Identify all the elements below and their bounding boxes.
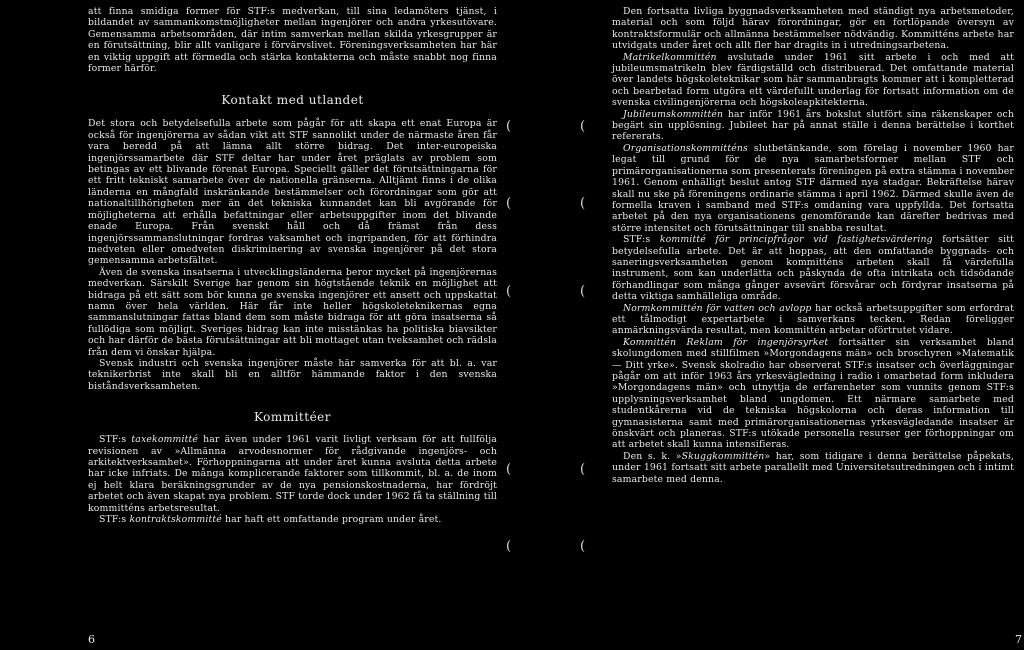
gutter-mark: ( bbox=[580, 462, 586, 477]
gutter-mark: ( bbox=[506, 462, 512, 477]
text-run: har inför 1961 års bokslut slutfört sina räkenskaper och begärt sin upplösning. Jubileet har på annat ställe i denna berättelse i korthet refererats. bbox=[612, 108, 1014, 143]
text-run: Den s. k. » bbox=[623, 450, 682, 462]
body-paragraph bbox=[88, 434, 497, 514]
body-paragraph bbox=[612, 337, 1014, 451]
gutter-mark: ( bbox=[580, 284, 586, 299]
text-run: STF:s bbox=[623, 234, 660, 246]
text-run: STF:s bbox=[99, 434, 132, 446]
page-number-right: 7 bbox=[1015, 633, 1022, 646]
left-column bbox=[88, 6, 497, 525]
body-paragraph: Svensk industri och svenska ingenjörer måste här samverka för att bl. a. var teknikerbrist inte skall bli en alltför hämmande faktor i den svenska biståndsverksamheten. bbox=[88, 357, 497, 392]
gutter-mark: ( bbox=[580, 539, 586, 554]
text-run: avslutade under 1961 sitt arbete i och med att jubileumsmatrikeln blev färdigställd och distribuerad. Det omfattande material över landets högskoleteknikar som här sammanbragts kommer att i kompletterad och bearbetad form utgöra ett värdefullt underlag för fortsatt information om de svenska civilingenjörerna och högskoleарkitekterna. bbox=[612, 51, 1014, 109]
intro-paragraph: att finna smidiga former för STF:s medverkan, till sina ledamöters tjänst, i bildandet av sammankomstmöjligheter mellan ingenjörer och andra yrkesutövare. Gemensamma arbetsområden, där intim samverkan mellan skilda yrkesgrupper är en förutsättning, blir allt vanligare i förvärvslivet. Föreningsverksamheten har här en viktig uppgift att förmedla och stärka kontakterna och måste snabbt nog finna former härför. bbox=[88, 6, 497, 75]
text-run: STF:s bbox=[99, 514, 130, 526]
section-heading-kontakt: Kontakt med utlandet bbox=[221, 93, 364, 108]
committee-name: Jubileumskommittén bbox=[623, 108, 724, 120]
committee-name: Organisationskommitténs bbox=[623, 142, 748, 154]
text-run: fortsätter sin verksamhet bland skolungdomen med stillfilmen »Morgondagens män» och broschyren »Matematik — Ditt yrke». Svensk skolradio har observerat STF:s insatser och överläggningar pågår om att inför 1963 års yrkesvägledning i radio i omarbetad form inkludera »Morgondagens män» och utnyttja de erfarenheter som vunnits genom STF:s upplysningsverksamhet bland ungdomen. Ett närmare samarbete med studentkårerna vid de tekniska högskolorna och deras information till gymnasisterna samt med primärorganisationernas yrkesvägledande insatser är önskvärt och planeras. STF:s utökade personella resurser ger förhoppningar om att arbetet skall kunna intensifieras. bbox=[612, 336, 1014, 451]
committee-name: Normkommittén för vatten och avlopp bbox=[623, 302, 812, 314]
gutter-mark: ( bbox=[580, 196, 586, 211]
body-paragraph bbox=[612, 303, 1014, 337]
body-paragraph: Det stora och betydelsefulla arbete som pågår för att skapa ett enat Europa är också för ingenjörerna av sådan vikt att STF sannolikt under de närmaste åren får vara beredd på att lämna allt större bidrag. Det inter-europeiska ingenjörssamarbete där STF deltar har under året präglats av problem som betingas av ett blivande förenat Europa. Speciellt gäller det förutsättningarna för ett fritt tekniskt samarbete över de nationella gränserna. Alltjämt finns i de olika länderna en mångfald inskränkande bestämmelser och förordningar som gör att nationaltillhörigheten mer än det tekniska kunnandet kan bli avgörande för möjligheterna att erhålla befattningar eller arbetsuppgifter inom det blivande enade Europa. Från svenskt håll och då främst från dess ingenjörssammanslutningar fordras vaksamhet och ingripanden, för att förhindra medveten eller omedveten diskriminering av svenska ingenjörer på det stora gemensamma arbetsfältet. bbox=[88, 118, 497, 267]
committee-name: kommitté för principfrågor vid fastighetsvärdering bbox=[659, 234, 933, 246]
body-paragraph: Den fortsatta livliga byggnadsverksamheten med ständigt nya arbetsmetoder, material och som följd härav förordningar, gör en fortlöpande översyn av kontraktsformulär och allmänna bestämmelser nödvändig. Kommitténs arbete har utvidgats under året och allt fler har dragits in i utredningsarbetena. bbox=[612, 6, 1014, 52]
section-heading-kommitteer: Kommittéer bbox=[253, 410, 332, 425]
body-paragraph bbox=[88, 514, 497, 525]
right-column bbox=[612, 6, 1014, 485]
body-paragraph bbox=[612, 52, 1014, 109]
text-run: slutbetänkande, som förelag i november 1960 har legat till grund för de nya samarbetsformer mellan STF och primärorganisationerna som presenterats föreningen på extra stämma i november 1961. Genom enhälligt beslut antog STF därmed nya stadgar. Bekräftelse härav skall nu ske på föreningens ordinarie stämma i april 1962. Därmed skulle även de formella kraven i samband med STF:s omdaning vara uppfyllda. Det fortsatta arbetet på den nya organisationens genomförande kan därefter bedrivas med större intensitet och förutsättningar till snabba resultat. bbox=[612, 142, 1014, 234]
text-run: har också arbetsuppgifter som erfordrat ett tålmodigt expertarbete i samverkans tecken. Redan föreligger anmärkningsvärda resultat, men kommittén arbetar oförtrutet vidare. bbox=[612, 302, 1014, 337]
text-run: har även under 1961 varit livligt verksam för att fullfölja revisionen av »Allmänna arvodesnormer för rådgivande ingenjörs- och arkitektverksamhet». Förhoppningarna att under året kunna avsluta detta arbete har icke infriats. De många komplicerande faktorer som tillkommit, bl. a. de inom ej helt klara beräkningsgrunder av de nya pensionskostnaderna, har fördröjt arbetet och även skapat nya problem. STF torde dock under 1962 få ta ställning till kommitténs arbetsresultat. bbox=[88, 434, 497, 514]
page-number-left: 6 bbox=[88, 633, 95, 646]
committee-name: taxekommitté bbox=[131, 434, 199, 446]
gutter-mark: ( bbox=[506, 119, 512, 134]
gutter-mark: ( bbox=[506, 284, 512, 299]
right-page bbox=[512, 0, 1024, 650]
text-run: » har, som tidigare i denna berättelse påpekats, under 1961 fortsatt sitt arbete parallellt med Universitetsutredningen och i intimt samarbete med denna. bbox=[612, 450, 1014, 485]
body-paragraph bbox=[612, 109, 1014, 143]
body-paragraph: Även de svenska insatserna i utvecklingsländerna beror mycket på ingenjörernas medverkan. Särskilt Sverige har genom sin högtstående teknik en möjlighet att bidraga på ett sätt som bör kunna ge svenska ingenjörer ett ansett och uppskattat namn över hela världen. Här får inte heller högskoleteknikernas egna sammanslutningar fattas bland dem som måste bidraga för att göra insatserna så fullödiga som möjligt. Sveriges bidrag kan inte misstänkas ha politiska biavsikter och har därför de bästa förutsättningar att bli mottaget utan tveksamhet och rädsla från dem vi önskar hjälpa. bbox=[88, 266, 497, 358]
text-run: fortsätter sitt betydelsefulla arbete. Det är att hoppas, att den omfattande byggnads- och saneringsverksamheten genom kommitténs arbeten skall få värdefulla instrument, som kan underlätta och påskynda de ofta intrikata och tidsödande förhandlingar som många gånger avsevärt försvårar och fördyrar insatserna på detta viktiga samhälleliga område. bbox=[612, 234, 1014, 303]
committee-name: Kommittén Reklam för ingenjörsyrket bbox=[623, 336, 829, 348]
body-paragraph bbox=[612, 451, 1014, 485]
gutter-mark: ( bbox=[506, 196, 512, 211]
body-paragraph bbox=[612, 143, 1014, 234]
body-paragraph bbox=[612, 234, 1014, 302]
committee-name: kontraktskommitté bbox=[129, 514, 222, 526]
gutter-mark: ( bbox=[506, 539, 512, 554]
gutter-mark: ( bbox=[580, 119, 586, 134]
committee-name: Skuggkommittén bbox=[681, 450, 765, 462]
text-run: har haft ett omfattande program under året. bbox=[221, 514, 442, 526]
committee-name: Matrikelkommittén bbox=[623, 51, 717, 63]
